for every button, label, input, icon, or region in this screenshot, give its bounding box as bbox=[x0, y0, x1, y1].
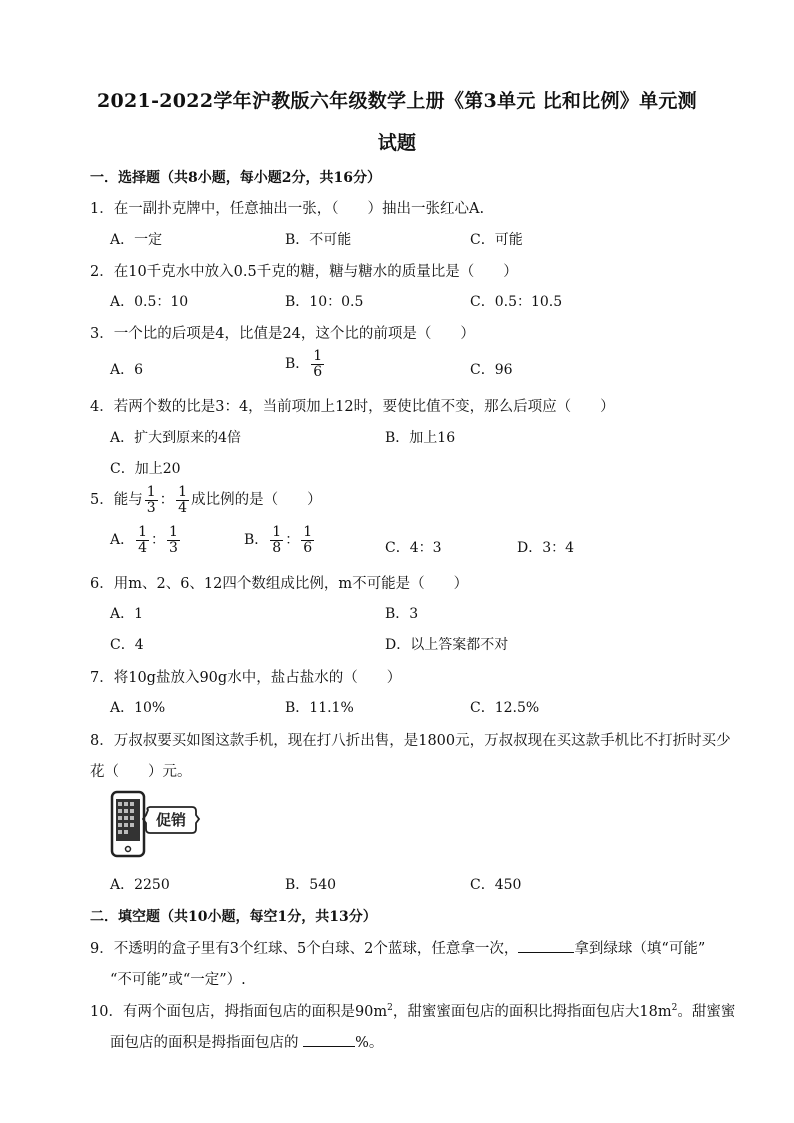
q1-option-b: B．不可能 bbox=[285, 232, 352, 248]
q5-option-a: A． $\frac{1}{4}$ ： $\frac{1}{3}$ bbox=[110, 524, 178, 556]
question-9-line1: 9．不透明的盒子里有3个红球、5个白球、2个蓝球，任意拿一次， 拿到绿球（填“可能” bbox=[90, 941, 706, 957]
q6-option-d: D．以上答案都不对 bbox=[385, 637, 509, 653]
fraction: $\frac{1}{4}$ bbox=[138, 524, 148, 556]
answer-blank bbox=[303, 1034, 355, 1047]
q6-option-a: A．1 bbox=[110, 606, 144, 622]
q5-option-d: D．3：4 bbox=[517, 540, 575, 556]
page-title-line2: 试题 bbox=[377, 132, 417, 154]
q3-option-b bbox=[285, 349, 326, 379]
q8-option-c: C．450 bbox=[470, 877, 522, 893]
q5-option-b: B． $\frac{1}{8}$ ： $\frac{1}{6}$ bbox=[244, 524, 313, 556]
question-10-line1: 10．有两个面包店，拇指面包店的面积是$90m^2$，甜蜜蜜面包店的面积比拇指面包店大$18m^2$。甜蜜蜜 bbox=[90, 1003, 736, 1020]
q7-option-b: B．11.1% bbox=[285, 700, 354, 716]
question-10-line2: 面包店的面积是拇指面包店的 %。 bbox=[110, 1035, 384, 1051]
fraction: $\frac{1}{3}$ bbox=[169, 524, 178, 556]
question-9-line2: “不可能”或“一定”）. bbox=[110, 972, 246, 988]
q1-option-a: A．一定 bbox=[110, 232, 163, 248]
q7-option-c: C．12.5% bbox=[470, 700, 540, 716]
fraction: $\frac{1}{6}$ bbox=[313, 348, 323, 380]
fraction: $\frac{1}{6}$ bbox=[303, 524, 313, 556]
q2-option-b: B．10：0.5 bbox=[285, 294, 364, 310]
q4-option-c: C．加上20 bbox=[110, 461, 181, 477]
page-title-line1: 2021-2022学年沪教版六年级数学上册《第3单元 比和比例》单元测 bbox=[97, 90, 697, 112]
question-7: 7．将10g盐放入90g水中，盐占盐水的（ ） bbox=[90, 670, 402, 686]
fraction: $\frac{1}{4}$ bbox=[178, 484, 188, 516]
section1-heading: 一．选择题（共8小题，每小题2分，共16分） bbox=[90, 170, 381, 186]
q8-option-a: A．2250 bbox=[110, 877, 170, 893]
q8-option-b: B．540 bbox=[285, 877, 337, 893]
answer-blank bbox=[518, 940, 574, 953]
promo-text: 促销 bbox=[155, 811, 187, 829]
q1-option-c: C．可能 bbox=[470, 232, 523, 248]
q2-option-c: C．0.5：10.5 bbox=[470, 294, 563, 310]
fraction: $\frac{1}{8}$ bbox=[272, 524, 282, 556]
question-6: 6．用m、2、6、12四个数组成比例，m不可能是（ ） bbox=[90, 576, 469, 592]
question-1: 1．在一副扑克牌中，任意抽出一张，（ ）抽出一张红心A. bbox=[90, 201, 485, 217]
question-5: 5．能与 $\frac{1}{3}$ ： $\frac{1}{4}$ 成比例的是（ ） bbox=[90, 484, 322, 516]
question-8-line1: 8．万叔叔要买如图这款手机，现在打八折出售，是1800元，万叔叔现在买这款手机比不打折时买少 bbox=[90, 733, 731, 749]
q5-option-c: C．4：3 bbox=[385, 540, 442, 556]
question-2: 2．在10千克水中放入0.5千克的糖，糖与糖水的质量比是（ ） bbox=[90, 264, 518, 280]
question-3: 3．一个比的后项是4，比值是24，这个比的前项是（ ） bbox=[90, 326, 475, 342]
q7-option-a: A．10% bbox=[110, 700, 166, 716]
fraction: $\frac{1}{3}$ bbox=[146, 484, 156, 516]
q3-option-c: C．96 bbox=[470, 362, 513, 378]
question-8-line2: 花（ ）元。 bbox=[90, 764, 192, 780]
q4-option-a: A．扩大到原来的4倍 bbox=[110, 430, 242, 446]
q3-option-b-label: B． bbox=[285, 356, 310, 373]
q3-option-a: A．6 bbox=[110, 362, 144, 378]
question-4: 4．若两个数的比是3：4，当前项加上12时，要使比值不变，那么后项应（ ） bbox=[90, 399, 615, 415]
phone-promo-image bbox=[110, 790, 210, 860]
q4-option-b: B．加上16 bbox=[385, 430, 456, 446]
q2-option-a: A．0.5：10 bbox=[110, 294, 189, 310]
q6-option-c: C．4 bbox=[110, 637, 144, 653]
q6-option-b: B．3 bbox=[385, 606, 419, 622]
section2-heading: 二．填空题（共10小题，每空1分，共13分） bbox=[90, 909, 377, 925]
